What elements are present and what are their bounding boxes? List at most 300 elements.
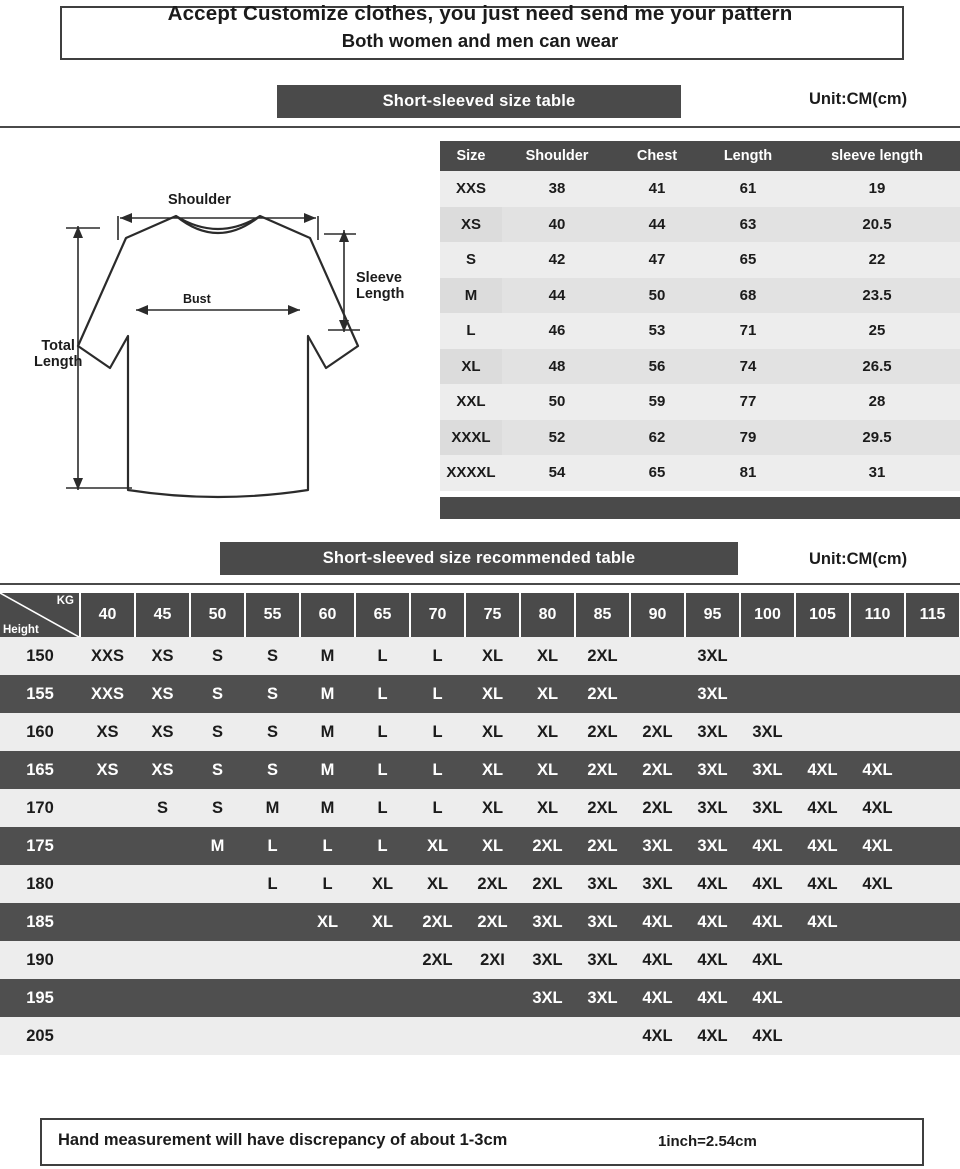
cell-length: 71 xyxy=(702,313,794,349)
rec-cell-size xyxy=(850,979,905,1017)
section-banner-recommended-table: Short-sleeved size recommended table xyxy=(220,542,738,575)
rec-cell-size: 3XL xyxy=(520,941,575,979)
rec-cell-size: 3XL xyxy=(685,789,740,827)
rec-cell-size: 2XL xyxy=(630,713,685,751)
rec-cell-size xyxy=(795,979,850,1017)
rec-cell-size: L xyxy=(300,827,355,865)
cell-shoulder: 40 xyxy=(502,207,612,243)
cell-length: 74 xyxy=(702,349,794,385)
rec-cell-size xyxy=(905,903,960,941)
footer-inch-conversion: 1inch=2.54cm xyxy=(658,1133,757,1150)
table-row xyxy=(440,384,960,420)
rec-cell-size: 2XL xyxy=(520,865,575,903)
table-row xyxy=(0,979,960,1017)
table-row xyxy=(440,313,960,349)
rec-cell-size: XL xyxy=(410,827,465,865)
rec-cell-size: 4XL xyxy=(630,1017,685,1055)
rec-cell-size: L xyxy=(245,827,300,865)
rec-col-weight: 80 xyxy=(520,593,575,637)
cell-sleeve-length: 19 xyxy=(794,171,960,207)
rec-cell-size: 4XL xyxy=(685,865,740,903)
rec-cell-size: XXS xyxy=(80,675,135,713)
rec-cell-size xyxy=(795,941,850,979)
rec-col-weight: 60 xyxy=(300,593,355,637)
diagram-label-sleeve-line2: Length xyxy=(356,286,405,303)
rec-cell-size: 2XL xyxy=(575,751,630,789)
rec-cell-size: XL xyxy=(520,637,575,675)
rec-cell-size xyxy=(135,1017,190,1055)
rec-cell-size: XL xyxy=(355,903,410,941)
diagram-label-total-length xyxy=(34,338,82,370)
rec-cell-size: L xyxy=(355,789,410,827)
rec-cell-size xyxy=(575,1017,630,1055)
rec-cell-size xyxy=(245,1017,300,1055)
rec-cell-size: XXS xyxy=(80,637,135,675)
rec-cell-size xyxy=(905,751,960,789)
rec-cell-size xyxy=(410,1017,465,1055)
rec-cell-size: 2XL xyxy=(575,827,630,865)
diagram-label-bust: Bust xyxy=(183,292,211,306)
rec-row-height: 185 xyxy=(0,903,80,941)
rec-row-height: 155 xyxy=(0,675,80,713)
rec-cell-size: 4XL xyxy=(850,827,905,865)
cell-shoulder: 50 xyxy=(502,384,612,420)
rec-cell-size xyxy=(465,979,520,1017)
rec-col-weight: 110 xyxy=(850,593,905,637)
cell-sleeve-length: 31 xyxy=(794,455,960,491)
rec-cell-size: 4XL xyxy=(740,865,795,903)
rec-cell-size xyxy=(795,713,850,751)
rec-cell-size: L xyxy=(355,713,410,751)
rec-cell-size xyxy=(135,827,190,865)
rec-cell-size xyxy=(245,979,300,1017)
rec-cell-size: M xyxy=(190,827,245,865)
rec-cell-size: XL xyxy=(300,903,355,941)
rec-cell-size: XS xyxy=(135,751,190,789)
rec-cell-size xyxy=(135,979,190,1017)
cell-size: XXS xyxy=(440,171,502,207)
rec-col-weight: 100 xyxy=(740,593,795,637)
cell-length: 77 xyxy=(702,384,794,420)
rec-col-weight: 70 xyxy=(410,593,465,637)
rec-cell-size xyxy=(905,789,960,827)
cell-shoulder: 42 xyxy=(502,242,612,278)
rec-cell-size: L xyxy=(410,751,465,789)
rec-cell-size xyxy=(190,1017,245,1055)
rec-cell-size: L xyxy=(410,713,465,751)
rec-cell-size xyxy=(850,1017,905,1055)
rec-cell-size: 3XL xyxy=(740,713,795,751)
rec-col-weight: 115 xyxy=(905,593,960,637)
rec-cell-size: 3XL xyxy=(740,751,795,789)
cell-sleeve-length: 20.5 xyxy=(794,207,960,243)
rec-cell-size: XL xyxy=(465,637,520,675)
cell-chest: 56 xyxy=(612,349,702,385)
cell-chest: 41 xyxy=(612,171,702,207)
rec-cell-size xyxy=(740,675,795,713)
rec-cell-size xyxy=(355,941,410,979)
rec-cell-size xyxy=(355,979,410,1017)
rec-col-weight: 65 xyxy=(355,593,410,637)
divider-top xyxy=(0,126,960,128)
rec-cell-size: 3XL xyxy=(520,979,575,1017)
rec-cell-size: 2XL xyxy=(575,675,630,713)
size-table-col-sleeve-length: sleeve length xyxy=(794,141,960,171)
cell-size: XL xyxy=(440,349,502,385)
cell-shoulder: 48 xyxy=(502,349,612,385)
rec-cell-size: L xyxy=(410,789,465,827)
rec-cell-size: 2XL xyxy=(575,789,630,827)
rec-cell-size: 2XL xyxy=(465,903,520,941)
cell-shoulder: 38 xyxy=(502,171,612,207)
diagram-label-sleeve-length xyxy=(356,270,404,302)
rec-cell-size: 2XL xyxy=(630,789,685,827)
rec-col-weight: 90 xyxy=(630,593,685,637)
rec-cell-size: 4XL xyxy=(850,789,905,827)
rec-cell-size: 3XL xyxy=(685,713,740,751)
rec-cell-size: XS xyxy=(135,637,190,675)
unit-label-recommended-table: Unit:CM(cm) xyxy=(809,550,908,568)
cell-length: 65 xyxy=(702,242,794,278)
rec-cell-size: L xyxy=(355,637,410,675)
rec-cell-size: 4XL xyxy=(630,979,685,1017)
cell-sleeve-length: 25 xyxy=(794,313,960,349)
cell-size: L xyxy=(440,313,502,349)
rec-cell-size: 3XL xyxy=(630,865,685,903)
rec-cell-size xyxy=(795,675,850,713)
diagram-label-sleeve-line1: Sleeve xyxy=(356,270,402,286)
rec-cell-size xyxy=(80,1017,135,1055)
rec-cell-size: XS xyxy=(80,751,135,789)
table-row xyxy=(0,1017,960,1055)
rec-cell-size xyxy=(80,865,135,903)
rec-cell-size: S xyxy=(190,637,245,675)
rec-row-height: 160 xyxy=(0,713,80,751)
unit-label-size-table: Unit:CM(cm) xyxy=(809,90,908,108)
rec-cell-size xyxy=(190,865,245,903)
rec-cell-size: 3XL xyxy=(685,675,740,713)
rec-cell-size: 3XL xyxy=(520,903,575,941)
rec-cell-size: 2XL xyxy=(575,713,630,751)
rec-cell-size: 4XL xyxy=(850,751,905,789)
rec-cell-size: XL xyxy=(520,751,575,789)
rec-row-height: 205 xyxy=(0,1017,80,1055)
rec-cell-size xyxy=(905,1017,960,1055)
rec-cell-size: 4XL xyxy=(685,903,740,941)
rec-cell-size xyxy=(850,637,905,675)
rec-cell-size: L xyxy=(300,865,355,903)
rec-cell-size: 4XL xyxy=(795,751,850,789)
rec-cell-size: 2XL xyxy=(630,751,685,789)
rec-cell-size: 4XL xyxy=(795,865,850,903)
cell-size: S xyxy=(440,242,502,278)
rec-cell-size: 2XL xyxy=(520,827,575,865)
rec-table-header-row xyxy=(0,593,960,637)
rec-col-weight: 105 xyxy=(795,593,850,637)
table-row xyxy=(0,827,960,865)
rec-cell-size: S xyxy=(245,637,300,675)
rec-cell-size xyxy=(740,637,795,675)
table-row xyxy=(0,865,960,903)
table-row xyxy=(0,941,960,979)
rec-col-weight: 40 xyxy=(80,593,135,637)
size-table-col-shoulder: Shoulder xyxy=(502,141,612,171)
cell-chest: 44 xyxy=(612,207,702,243)
rec-cell-size: S xyxy=(190,713,245,751)
cell-size: XXXXL xyxy=(440,455,502,491)
rec-cell-size: 3XL xyxy=(575,903,630,941)
garment-diagram xyxy=(8,138,432,510)
cell-length: 68 xyxy=(702,278,794,314)
size-table-col-size: Size xyxy=(440,141,502,171)
rec-cell-size: XL xyxy=(410,865,465,903)
rec-cell-size: 4XL xyxy=(795,903,850,941)
rec-cell-size xyxy=(630,637,685,675)
rec-cell-size xyxy=(355,1017,410,1055)
section-banner-size-table: Short-sleeved size table xyxy=(277,85,681,118)
rec-cell-size: L xyxy=(355,827,410,865)
table-row xyxy=(440,242,960,278)
diagram-label-shoulder: Shoulder xyxy=(168,192,231,208)
rec-cell-size: 2XI xyxy=(465,941,520,979)
cell-shoulder: 54 xyxy=(502,455,612,491)
cell-chest: 62 xyxy=(612,420,702,456)
cell-shoulder: 44 xyxy=(502,278,612,314)
size-table-header-row xyxy=(440,141,960,171)
rec-cell-size: 4XL xyxy=(630,903,685,941)
rec-cell-size: M xyxy=(300,789,355,827)
size-table-col-length: Length xyxy=(702,141,794,171)
rec-cell-size: XS xyxy=(135,713,190,751)
rec-col-weight: 75 xyxy=(465,593,520,637)
cell-shoulder: 46 xyxy=(502,313,612,349)
rec-cell-size xyxy=(300,979,355,1017)
cell-size: XXXL xyxy=(440,420,502,456)
rec-col-weight: 85 xyxy=(575,593,630,637)
cell-sleeve-length: 26.5 xyxy=(794,349,960,385)
rec-cell-size xyxy=(795,637,850,675)
cell-size: XXL xyxy=(440,384,502,420)
rec-cell-size xyxy=(850,941,905,979)
table-row xyxy=(440,349,960,385)
rec-axis-label-kg: KG xyxy=(56,595,74,607)
rec-cell-size: 3XL xyxy=(575,865,630,903)
rec-cell-size: 4XL xyxy=(795,789,850,827)
rec-cell-size xyxy=(850,675,905,713)
table-row xyxy=(440,420,960,456)
rec-cell-size xyxy=(135,941,190,979)
rec-cell-size: M xyxy=(300,751,355,789)
rec-cell-size: L xyxy=(410,637,465,675)
cell-size: M xyxy=(440,278,502,314)
divider-middle xyxy=(0,583,960,585)
size-table xyxy=(440,141,960,491)
rec-cell-size xyxy=(850,713,905,751)
cell-sleeve-length: 28 xyxy=(794,384,960,420)
rec-cell-size: 4XL xyxy=(740,941,795,979)
rec-cell-size xyxy=(80,789,135,827)
cell-sleeve-length: 23.5 xyxy=(794,278,960,314)
rec-cell-size: 4XL xyxy=(685,941,740,979)
rec-cell-size xyxy=(905,675,960,713)
rec-cell-size: S xyxy=(245,751,300,789)
rec-table-corner-cell xyxy=(0,593,80,637)
rec-cell-size: XL xyxy=(355,865,410,903)
rec-cell-size: 4XL xyxy=(740,903,795,941)
cell-length: 81 xyxy=(702,455,794,491)
cell-chest: 65 xyxy=(612,455,702,491)
rec-cell-size xyxy=(905,713,960,751)
rec-cell-size: L xyxy=(245,865,300,903)
rec-cell-size xyxy=(850,903,905,941)
rec-cell-size: S xyxy=(190,789,245,827)
rec-col-weight: 95 xyxy=(685,593,740,637)
rec-cell-size xyxy=(245,941,300,979)
rec-cell-size xyxy=(190,979,245,1017)
table-row xyxy=(0,751,960,789)
table-row xyxy=(440,455,960,491)
rec-cell-size: 3XL xyxy=(575,979,630,1017)
rec-cell-size: XL xyxy=(465,713,520,751)
rec-cell-size: 3XL xyxy=(575,941,630,979)
cell-shoulder: 52 xyxy=(502,420,612,456)
rec-row-height: 150 xyxy=(0,637,80,675)
rec-cell-size: 3XL xyxy=(740,789,795,827)
rec-row-height: 190 xyxy=(0,941,80,979)
rec-cell-size: 4XL xyxy=(685,1017,740,1055)
rec-cell-size: XS xyxy=(80,713,135,751)
rec-cell-size: L xyxy=(355,675,410,713)
rec-cell-size xyxy=(410,979,465,1017)
cell-chest: 53 xyxy=(612,313,702,349)
rec-cell-size xyxy=(905,827,960,865)
rec-row-height: 180 xyxy=(0,865,80,903)
rec-cell-size: 4XL xyxy=(740,979,795,1017)
rec-cell-size: 2XL xyxy=(465,865,520,903)
rec-col-weight: 50 xyxy=(190,593,245,637)
rec-cell-size: S xyxy=(190,675,245,713)
rec-cell-size: M xyxy=(300,637,355,675)
rec-cell-size xyxy=(80,827,135,865)
table-row xyxy=(0,789,960,827)
table-row xyxy=(0,713,960,751)
rec-cell-size xyxy=(245,903,300,941)
rec-cell-size xyxy=(80,941,135,979)
rec-col-weight: 45 xyxy=(135,593,190,637)
rec-cell-size xyxy=(80,903,135,941)
table-row xyxy=(0,675,960,713)
rec-cell-size: L xyxy=(355,751,410,789)
rec-cell-size: 4XL xyxy=(850,865,905,903)
rec-row-height: 175 xyxy=(0,827,80,865)
rec-cell-size xyxy=(135,903,190,941)
rec-cell-size: 4XL xyxy=(795,827,850,865)
rec-cell-size xyxy=(905,979,960,1017)
rec-cell-size: XL xyxy=(465,751,520,789)
rec-cell-size: S xyxy=(245,675,300,713)
rec-cell-size: M xyxy=(245,789,300,827)
table-row xyxy=(440,278,960,314)
rec-cell-size xyxy=(520,1017,575,1055)
cell-chest: 50 xyxy=(612,278,702,314)
recommended-size-table xyxy=(0,593,960,1055)
cell-length: 63 xyxy=(702,207,794,243)
cell-sleeve-length: 29.5 xyxy=(794,420,960,456)
rec-cell-size: M xyxy=(300,675,355,713)
rec-cell-size xyxy=(905,637,960,675)
rec-cell-size: 4XL xyxy=(740,827,795,865)
size-table-col-chest: Chest xyxy=(612,141,702,171)
rec-cell-size xyxy=(300,1017,355,1055)
rec-row-height: 195 xyxy=(0,979,80,1017)
rec-cell-size: 4XL xyxy=(740,1017,795,1055)
rec-col-weight: 55 xyxy=(245,593,300,637)
rec-cell-size: 3XL xyxy=(685,751,740,789)
cell-sleeve-length: 22 xyxy=(794,242,960,278)
rec-cell-size: XL xyxy=(465,789,520,827)
cell-chest: 59 xyxy=(612,384,702,420)
page-title: Accept Customize clothes, you just need send me your pattern xyxy=(167,2,793,25)
rec-axis-label-height: Height xyxy=(3,624,39,636)
rec-cell-size: 3XL xyxy=(685,637,740,675)
rec-cell-size: S xyxy=(135,789,190,827)
rec-cell-size xyxy=(300,941,355,979)
rec-cell-size: M xyxy=(300,713,355,751)
cell-length: 79 xyxy=(702,420,794,456)
table-row xyxy=(0,903,960,941)
cell-length: 61 xyxy=(702,171,794,207)
diagram-label-total-line2: Length xyxy=(34,354,83,371)
rec-cell-size: S xyxy=(245,713,300,751)
rec-cell-size: XL xyxy=(465,675,520,713)
rec-cell-size: XL xyxy=(520,789,575,827)
cell-chest: 47 xyxy=(612,242,702,278)
rec-cell-size: XL xyxy=(520,675,575,713)
rec-cell-size: 2XL xyxy=(410,941,465,979)
rec-cell-size: 2XL xyxy=(575,637,630,675)
rec-cell-size: 2XL xyxy=(410,903,465,941)
rec-cell-size xyxy=(795,1017,850,1055)
rec-cell-size: L xyxy=(410,675,465,713)
table-row xyxy=(0,637,960,675)
page-subtitle: Both women and men can wear xyxy=(341,30,619,51)
rec-cell-size xyxy=(80,979,135,1017)
rec-cell-size: 4XL xyxy=(685,979,740,1017)
rec-cell-size: 3XL xyxy=(630,827,685,865)
rec-cell-size xyxy=(190,941,245,979)
rec-cell-size: 4XL xyxy=(630,941,685,979)
footer-note: Hand measurement will have discrepancy of about 1-3cm xyxy=(58,1131,508,1149)
rec-row-height: 170 xyxy=(0,789,80,827)
size-table-footer-bar xyxy=(440,497,960,519)
rec-cell-size xyxy=(465,1017,520,1055)
cell-size: XS xyxy=(440,207,502,243)
rec-cell-size xyxy=(190,903,245,941)
rec-cell-size xyxy=(905,865,960,903)
diagram-label-total-line1: Total xyxy=(41,338,75,354)
rec-cell-size xyxy=(905,941,960,979)
rec-row-height: 165 xyxy=(0,751,80,789)
rec-cell-size: XL xyxy=(520,713,575,751)
rec-cell-size: 3XL xyxy=(685,827,740,865)
rec-cell-size: XL xyxy=(465,827,520,865)
rec-cell-size: XS xyxy=(135,675,190,713)
rec-cell-size xyxy=(630,675,685,713)
table-row xyxy=(440,171,960,207)
rec-cell-size xyxy=(135,865,190,903)
table-row xyxy=(440,207,960,243)
rec-cell-size: S xyxy=(190,751,245,789)
